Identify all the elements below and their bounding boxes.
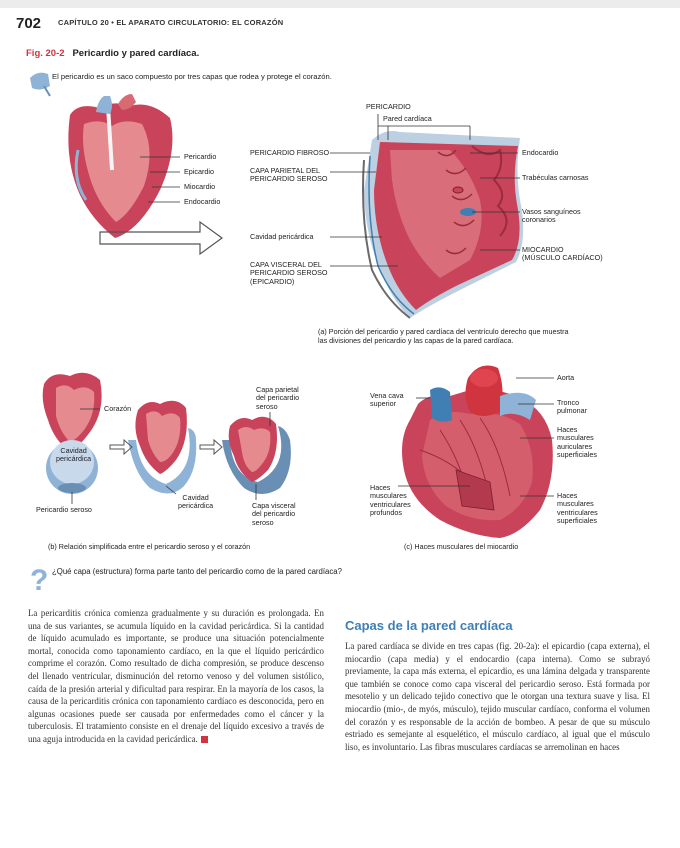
- label-pericardio-top: PERICARDIO: [366, 102, 411, 111]
- label-cavidad-pericardica-b2: Cavidad pericárdica: [178, 493, 214, 511]
- label-pared-cardiaca: Pared cardíaca: [383, 114, 432, 123]
- panel-a-heart-illustration: [68, 94, 172, 238]
- figure-number: Fig. 20-2: [26, 48, 65, 59]
- label-capa-parietal-b: Capa parietal del pericardio seroso: [256, 385, 300, 411]
- label-tronco-pulmonar: Tronco pulmonar: [557, 398, 587, 416]
- label-aorta: Aorta: [557, 373, 575, 382]
- panel-a-wall-section: [363, 131, 523, 318]
- label-pericardio: Pericardio: [184, 152, 217, 161]
- label-pericardio-seroso: Pericardio seroso: [36, 505, 92, 514]
- label-epicardio: Epicardio: [184, 167, 214, 176]
- caption-panel-c: (c) Haces musculares del miocardio: [404, 542, 519, 551]
- panel-c-heart-illustration: [402, 366, 553, 538]
- label-capa-visceral-b: Capa visceral del pericardio seroso: [252, 501, 296, 527]
- panel-b-heart-2: [128, 401, 196, 494]
- pencil-icon: [30, 73, 50, 96]
- panel-b-heart-3: [222, 417, 291, 494]
- label-miocardio: Miocardio: [184, 182, 216, 191]
- label-capa-parietal: CAPA PARIETAL DEL PERICARDIO SEROSO: [250, 166, 328, 184]
- left-column-paragraph: La pericarditis crónica comienza gradualmente y su duración es prolongada. En una de sus variantes, se acumula líquido en la cavidad pericárdica. Si la cantidad de líquido acumulado es importante, se produce una situación potencialmente mortal, conocida como taponamiento cardíaco, en la que el líquido pericárdico comprime el corazón. Como resultado de dicha compresión, se produce descenso del llenado ventricular, disminución del retorno venoso y del volumen sistólico, caída de la presión arterial y dificultad para respirar. En la mayoría de los casos, la causa de la pericarditis crónica con taponamiento cardíaco es desconocida, pero en algunas ocasiones puede ser causada por enfermedades como el cáncer y la tuberculosis. El tratamiento consiste en el drenaje del líquido excesivo a través de una aguja introducida en la cavidad pericárdica.: [28, 608, 324, 744]
- figure-question: ¿Qué capa (estructura) forma parte tanto del pericardio como de la pared cardíaca?: [52, 567, 342, 576]
- left-column-text: [28, 607, 324, 746]
- right-column-paragraph: La pared cardíaca se divide en tres capas (fig. 20-2a): el epicardio (capa externa), el miocardio (capa media) y el endocardio (capa interna). Como se subrayó previamente, la capa más externa, el epicardio, es una lámina delgada y transparente que también se conoce como capa visceral del pericardio seroso. Está formada por mesotelio y un delicado tejido conectivo que le otorgan una textura suave y lisa. El miocardio (mio-, de myós, músculo), tejido muscular cardíaco, conforma el volumen del corazón y es responsable de la acción de bombeo. A pesar de que su músculo estriado es semejante al esquelético, el músculo cardíaco, al igual que el músculo liso, es involuntario. Las fibras musculares cardíacas se arremolinan en haces: [345, 641, 650, 752]
- page-number: 702: [16, 15, 42, 32]
- label-capa-visceral: CAPA VISCERAL DEL PERICARDIO SEROSO (EPICARDIO): [250, 260, 328, 286]
- caption-panel-b: (b) Relación simplificada entre el pericardio seroso y el corazón: [48, 542, 251, 551]
- label-miocardio-musculo: MIOCARDIO (MÚSCULO CARDÍACO): [522, 245, 603, 263]
- label-trabeculas: Trabéculas carnosas: [522, 173, 589, 182]
- label-corazon: Corazón: [104, 404, 132, 413]
- label-cavidad-pericardica-b1: Cavidad pericárdica: [56, 446, 92, 464]
- label-endocardio-right: Endocardio: [522, 148, 559, 157]
- label-haces-auriculares: Haces musculares auriculares superficiales: [557, 425, 597, 460]
- label-vasos-coronarios: Vasos sanguíneos coronarios: [522, 207, 581, 225]
- label-pericardio-fibroso: PERICARDIO FIBROSO: [250, 148, 330, 157]
- figure-title: Pericardio y pared cardíaca.: [72, 48, 200, 59]
- running-title: CAPÍTULO 20 • EL APARATO CIRCULATORIO: EL CORAZÓN: [58, 18, 284, 27]
- figure-subtitle: El pericardio es un saco compuesto por tres capas que rodea y protege el corazón.: [52, 72, 332, 81]
- label-haces-ventriculares-superficiales: Haces musculares ventriculares superficiales: [557, 491, 598, 526]
- question-mark-icon: ?: [30, 564, 49, 597]
- label-endocardio: Endocardio: [184, 197, 221, 206]
- label-vena-cava: Vena cava superior: [370, 391, 404, 409]
- label-cavidad-pericardica: Cavidad pericárdica: [250, 232, 314, 241]
- caption-panel-a: (a) Porción del pericardio y pared cardíaca del ventrículo derecho que muestra las divisiones del pericardio y las capas de la pared cardíaca.: [318, 327, 569, 345]
- section-title: Capas de la pared cardíaca: [345, 618, 513, 633]
- end-of-box-icon: [201, 736, 208, 743]
- label-haces-ventriculares-profundos: Haces musculares ventriculares profundos: [370, 483, 411, 518]
